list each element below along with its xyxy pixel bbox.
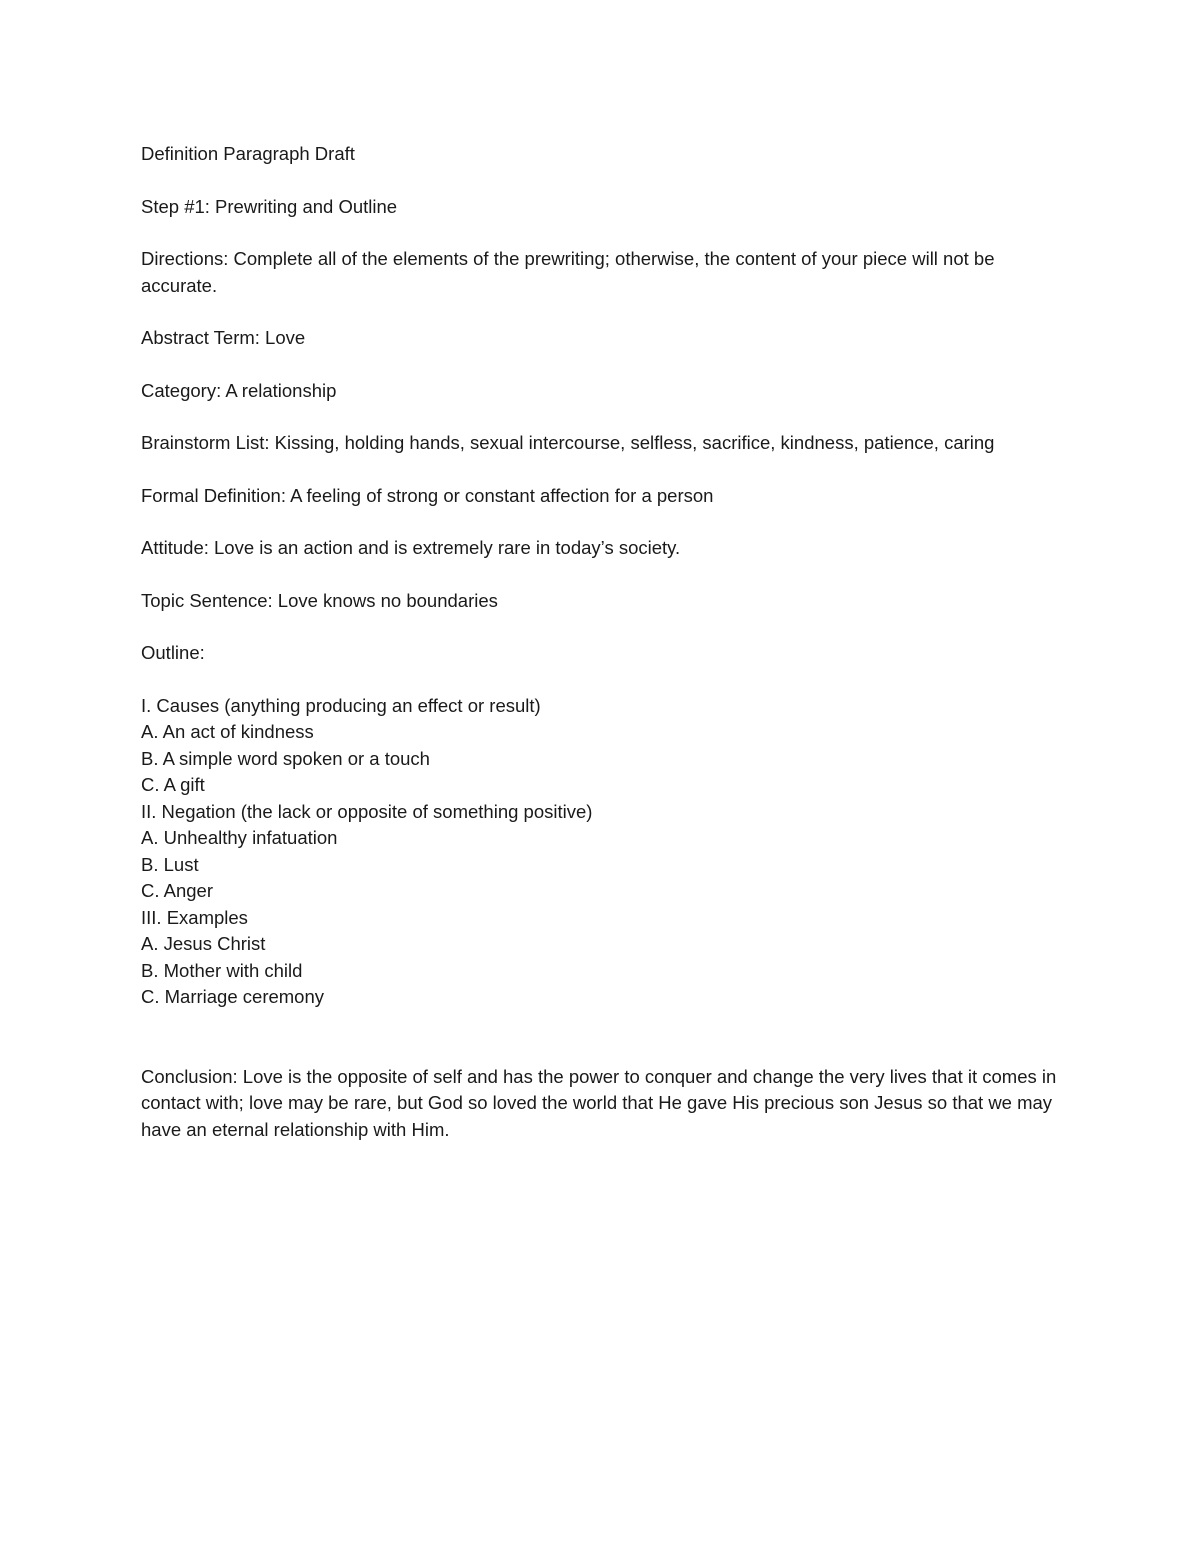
outline-item: C. Anger xyxy=(141,880,213,901)
brainstorm-list: Brainstorm List: Kissing, holding hands, sexual intercourse, selfless, sacrifice, kindness, patience, caring xyxy=(141,432,995,453)
category: Category: A relationship xyxy=(141,379,337,401)
outline-item: C. A gift xyxy=(141,774,205,795)
conclusion: Conclusion: Love is the opposite of self and has the power to conquer and change the very lives that it comes in contact with; love may be rare, but God so loved the world that He gave His precious son Jesus so that we may have an eternal relationship with Him. xyxy=(141,1065,1057,1140)
attitude: Attitude: Love is an action and is extremely rare in today’s society. xyxy=(141,537,681,558)
topic-sentence: Topic Sentence: Love knows no boundaries xyxy=(141,589,498,611)
outline-item: B. A simple word spoken or a touch xyxy=(141,747,430,769)
formal-definition: Formal Definition: A feeling of strong or constant affection for a person xyxy=(141,484,714,506)
outline-item: II. Negation (the lack or opposite of something positive) xyxy=(141,800,593,822)
document-body xyxy=(141,141,1066,1169)
document-title: Definition Paragraph Draft xyxy=(141,143,355,164)
outline-item: C. Marriage ceremony xyxy=(141,986,325,1007)
step-heading: Step #1: Prewriting and Outline xyxy=(141,195,398,217)
outline-item: A. An act of kindness xyxy=(141,721,314,742)
outline-item: A. Unhealthy infatuation xyxy=(141,827,338,848)
outline-item: B. Mother with child xyxy=(141,959,303,981)
outline-list xyxy=(141,693,1066,1011)
outline-item: I. Causes (anything producing an effect or result) xyxy=(141,694,541,716)
abstract-term: Abstract Term: Love xyxy=(141,327,306,348)
outline-label: Outline: xyxy=(141,642,205,663)
outline-item: III. Examples xyxy=(141,906,248,928)
outline-item: A. Jesus Christ xyxy=(141,933,266,954)
directions-text: Directions: Complete all of the elements of the prewriting; otherwise, the content of your piece will not be accurate. xyxy=(141,248,995,296)
outline-item: B. Lust xyxy=(141,853,199,875)
